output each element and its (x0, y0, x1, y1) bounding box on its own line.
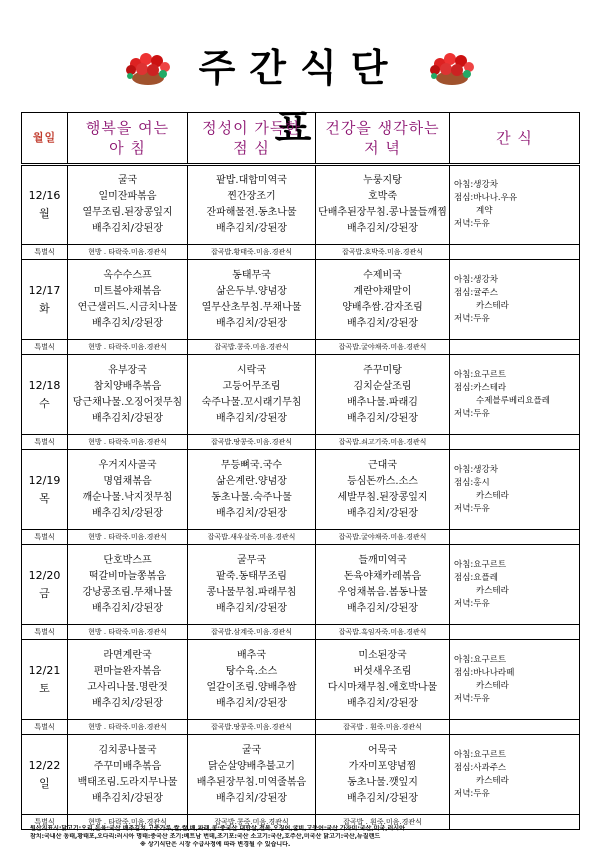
snack-cell (450, 735, 580, 815)
lunch-item: 배추김치/강된장 (216, 223, 287, 234)
dinner-item: 배추김치/강된장 (347, 412, 418, 424)
snack-item: 점심:바나나.우유 (454, 193, 518, 203)
lunch-cell (188, 450, 316, 530)
lunch-item: 배추김치/강된장 (216, 507, 287, 519)
snack-item: 아침:생강차 (454, 274, 498, 285)
breakfast-item: 배추김치/강된장 (92, 223, 163, 234)
special-item: 잡곡밥.삼계죽.미음.경관식 (188, 625, 316, 640)
special-item: 현방 . 타락죽.미음.경관식 (68, 245, 188, 260)
dinner-cell (316, 260, 450, 340)
snack-item: 저녁:두유 (454, 219, 490, 229)
lunch-item: 찐간장조기 (227, 191, 276, 202)
change-notice: ※ 상기식단은 시장 수급사정에 따라 변경될 수 있습니다. (140, 841, 291, 848)
day-cell (22, 260, 68, 340)
lunch-item: 배추김치/강된장 (216, 412, 287, 424)
breakfast-item: 배추김치/강된장 (92, 412, 163, 424)
breakfast-item: 고사리나물.명란젓 (87, 681, 168, 693)
special-item: 잡곡밥.콩죽.미음.경관식 (188, 815, 316, 830)
snack-item: 카스테라 (476, 775, 509, 786)
dinner-item: 배추김치/강된장 (347, 602, 418, 614)
weekly-menu-table (21, 112, 580, 830)
lunch-item: 시락국 (237, 364, 266, 376)
weekday-label: 수 (39, 396, 50, 410)
breakfast-item: 당근채나물.오징어젓무침 (72, 396, 183, 408)
weekday-label: 토 (39, 681, 50, 695)
snack-item: 점심:사과주스 (454, 762, 507, 773)
lunch-item: 팥죽.동태무조림 (216, 570, 287, 582)
weekday-label: 일 (39, 776, 50, 790)
snack-item: 아침:요구르트 (454, 654, 507, 665)
dinner-item: 배추김치/강된장 (347, 792, 418, 804)
breakfast-cell (68, 640, 188, 720)
special-item: 현방 . 타락죽.미음.경관식 (68, 435, 188, 450)
special-row (22, 625, 580, 640)
snack-item: 카스테라 (476, 585, 509, 596)
lunch-item: 탕수육.소스 (225, 665, 278, 677)
special-item: 현방 . 타락죽.미음.경관식 (68, 340, 188, 355)
dinner-item: 김치순살조림 (353, 380, 412, 392)
origin-note-2: 참치:국내산 동태,황태포,오다리:러시아 명태:중국산 조기:베트남 번데,조기포:국산 소고기:국산,호주산,미국산 닭고기:국산,뉴질랜드 (30, 833, 381, 840)
snack-item: 카스테라 (476, 680, 509, 691)
day-cell (22, 640, 68, 720)
breakfast-item: 강낭콩조림.무채나물 (82, 586, 173, 598)
special-item: 잡곡밥.땅콩죽.미음.경관식 (188, 435, 316, 450)
snack-item: 아침:요구르트 (454, 749, 507, 760)
dinner-item: 주꾸미탕 (363, 364, 402, 376)
date-label: 12/22 (28, 758, 61, 772)
lunch-item: 콩나물무침.파래무침 (206, 586, 297, 598)
special-item: 현방 . 타락죽.미음.경관식 (68, 815, 188, 830)
header-breakfast (68, 113, 188, 165)
snack-item: 저녁:두유 (454, 408, 490, 419)
special-empty (450, 435, 580, 450)
special-item: 잡곡밥.황태죽.미음.경관식 (188, 245, 316, 260)
lunch-item: 삶은두부.양념장 (216, 285, 287, 297)
special-item: 잡곡밥 . 흰죽.미음.경관식 (316, 720, 450, 735)
dinner-item: 들깨미역국 (358, 554, 407, 566)
snack-item: 카스테라 (476, 490, 509, 501)
special-item: 잡곡밥.쇠고기죽.미음.경관식 (316, 435, 450, 450)
special-label: 특별식 (22, 625, 68, 640)
special-empty (450, 625, 580, 640)
special-label: 특별식 (22, 815, 68, 830)
dinner-item: 호박죽 (368, 191, 397, 202)
breakfast-item: 참치양배추볶음 (93, 380, 162, 392)
breakfast-item: 배추김치/강된장 (92, 317, 163, 329)
breakfast-item: 깨순나물.낙지젓무침 (82, 491, 173, 503)
breakfast-cell (68, 735, 188, 815)
date-label: 12/19 (28, 473, 61, 487)
lunch-item: 배추국 (237, 649, 266, 661)
header-dinner-line1: 건강을 생각하는 (325, 119, 440, 137)
day-row (22, 545, 580, 625)
dinner-cell (316, 640, 450, 720)
dinner-cell (316, 450, 450, 530)
lunch-item: 숙주나물.꼬시래기무침 (201, 396, 302, 408)
breakfast-item: 유부장국 (108, 364, 147, 376)
header-lunch (188, 113, 316, 165)
lunch-item: 동태무국 (232, 269, 271, 281)
special-item: 잡곡밥.호박죽.미음.경관식 (316, 245, 450, 260)
flower-basket-icon (426, 48, 478, 86)
snack-item: 아침:요구르트 (454, 559, 507, 570)
breakfast-item: 편마늘완자볶음 (93, 665, 162, 677)
page-title: 주간식단표 (198, 45, 402, 150)
lunch-item: 배추된장무침.미역줄볶음 (196, 776, 307, 788)
snack-cell (450, 260, 580, 340)
breakfast-cell (68, 450, 188, 530)
special-empty (450, 720, 580, 735)
lunch-item: 굴국 (241, 744, 262, 756)
header-lunch-line1: 정성이 가득한 (202, 119, 301, 137)
dinner-cell (316, 165, 450, 245)
header-dinner (316, 113, 450, 165)
snack-item: 점심:카스테라 (454, 382, 507, 393)
dinner-item: 어묵국 (368, 744, 397, 756)
breakfast-item: 우거지사골국 (98, 459, 157, 471)
special-label: 특별식 (22, 530, 68, 545)
day-row (22, 260, 580, 340)
lunch-item: 고등어무조림 (222, 380, 281, 392)
lunch-cell (188, 735, 316, 815)
dinner-item: 배추김치/강된장 (347, 507, 418, 519)
header-breakfast-line2: 아 침 (109, 139, 146, 157)
snack-item: 점심:요플레 (454, 572, 498, 583)
special-item: 잡곡밥.콩죽.미음.경관식 (188, 340, 316, 355)
day-cell (22, 165, 68, 245)
lunch-cell (188, 355, 316, 435)
special-empty (450, 245, 580, 260)
snack-item: 저녁:두유 (454, 503, 490, 514)
date-label: 12/17 (28, 283, 61, 297)
header-dinner-line2: 저 녁 (364, 139, 401, 157)
snack-item: 카스테라 (476, 300, 509, 311)
snack-item: 계약 (476, 206, 493, 216)
breakfast-cell (68, 165, 188, 245)
dinner-item: 세발무침.된장콩잎지 (337, 491, 428, 503)
dinner-item: 다시마채무침.애호박나물 (327, 681, 438, 693)
day-cell (22, 355, 68, 435)
breakfast-item: 백태조림.도라지무나물 (77, 776, 178, 788)
date-label: 12/20 (28, 568, 61, 582)
dinner-item: 등심돈까스.소스 (347, 475, 418, 487)
snack-cell (450, 165, 580, 245)
snack-item: 아침:요구르트 (454, 369, 507, 380)
date-label: 12/18 (28, 378, 61, 392)
breakfast-item: 라면계란국 (103, 649, 152, 661)
snack-item: 수제블루베리요플레 (476, 395, 550, 406)
date-label: 12/21 (28, 663, 61, 677)
lunch-cell (188, 640, 316, 720)
snack-item: 저녁:두유 (454, 598, 490, 609)
lunch-item: 무등뼈국.국수 (220, 459, 283, 471)
lunch-item: 배추김치/강된장 (216, 697, 287, 709)
breakfast-item: 배추김치/강된장 (92, 792, 163, 804)
snack-cell (450, 545, 580, 625)
breakfast-cell (68, 355, 188, 435)
day-row (22, 450, 580, 530)
dinner-item: 돈육야채카레볶음 (343, 570, 422, 582)
breakfast-cell (68, 260, 188, 340)
dinner-item: 동초나물.깻잎지 (347, 776, 418, 788)
lunch-cell (188, 545, 316, 625)
lunch-item: 배추김치/강된장 (216, 317, 287, 329)
day-row (22, 355, 580, 435)
special-item: 현방 . 타락죽.미음.경관식 (68, 530, 188, 545)
lunch-item: 얼갈이조림.양배추쌈 (206, 681, 297, 693)
special-row (22, 530, 580, 545)
special-label: 특별식 (22, 340, 68, 355)
weekday-label: 목 (39, 491, 50, 505)
breakfast-cell (68, 545, 188, 625)
day-cell (22, 545, 68, 625)
special-item: 잡곡밥.굴야채죽.미음.경관식 (316, 340, 450, 355)
dinner-item: 배추나물.파래김 (347, 396, 418, 408)
snack-cell (450, 355, 580, 435)
header-lunch-line2: 점 심 (233, 139, 270, 157)
breakfast-item: 배추김치/강된장 (92, 697, 163, 709)
dinner-item: 배추김치/강된장 (347, 697, 418, 709)
special-empty (450, 530, 580, 545)
dinner-item: 배추김치/강된장 (347, 223, 418, 234)
special-label: 특별식 (22, 720, 68, 735)
breakfast-item: 단호박스프 (103, 554, 152, 566)
origin-note-1: 원산지표시:닭고기:오리,돈육:국산 배추김치,고춧가루,쌀,쌀,배,파래,콩:중국산 대합살,전복,오징어,굴비,고등어:국산 가자미:국산,미국,러시아 (30, 825, 405, 832)
special-label: 특별식 (22, 245, 68, 260)
lunch-item: 삶은계란.양념장 (216, 475, 287, 487)
snack-item: 아침:생강차 (454, 464, 498, 475)
day-cell (22, 450, 68, 530)
breakfast-item: 배추김치/강된장 (92, 507, 163, 519)
special-item: 잡곡밥.굴야채죽.미음.경관식 (316, 530, 450, 545)
flower-basket-icon (122, 48, 174, 86)
weekday-label: 화 (39, 301, 50, 315)
lunch-item: 동초나물.숙주나물 (211, 491, 292, 503)
weekday-label: 월 (39, 207, 50, 220)
lunch-item: 열무산초무침.무채나물 (201, 301, 302, 313)
special-item: 잡곡밥 . 흰죽.미음.경관식 (316, 815, 450, 830)
day-row (22, 735, 580, 815)
breakfast-item: 김치콩나물국 (98, 744, 157, 756)
snack-cell (450, 640, 580, 720)
special-item: 잡곡밥.땅콩죽.미음.경관식 (188, 720, 316, 735)
dinner-cell (316, 545, 450, 625)
breakfast-item: 배추김치/강된장 (92, 602, 163, 614)
dinner-item: 양배추쌈.감자조림 (342, 301, 423, 313)
snack-item: 점심:바나나라떼 (454, 667, 515, 678)
dinner-item: 가자미포양념찜 (348, 760, 417, 772)
snack-item: 아침:생강차 (454, 180, 498, 190)
header-row (22, 113, 580, 165)
breakfast-item: 열무조림.된장콩잎지 (82, 207, 173, 218)
snack-item: 점심:귤주스 (454, 287, 498, 298)
breakfast-item: 명엽채볶음 (103, 475, 152, 487)
special-item: 현방 . 타락죽.미음.경관식 (68, 625, 188, 640)
day-row (22, 640, 580, 720)
breakfast-item: 미트볼야채볶음 (93, 285, 162, 297)
snack-item: 저녁:두유 (454, 693, 490, 704)
lunch-item: 굴무국 (237, 554, 266, 566)
weekday-label: 금 (39, 586, 50, 600)
date-label: 12/16 (28, 189, 61, 202)
dinner-item: 배추김치/강된장 (347, 317, 418, 329)
snack-item: 저녁:두유 (454, 788, 490, 799)
lunch-item: 배추김치/강된장 (216, 602, 287, 614)
lunch-item: 배추김치/강된장 (216, 792, 287, 804)
special-row (22, 435, 580, 450)
special-row (22, 245, 580, 260)
lunch-cell (188, 260, 316, 340)
dinner-item: 미소된장국 (358, 649, 407, 661)
snack-item: 저녁:두유 (454, 313, 490, 324)
special-row (22, 340, 580, 355)
day-row (22, 165, 580, 245)
dinner-item: 근대국 (368, 459, 397, 471)
footer-notes (30, 825, 575, 849)
snack-item: 점심:홍시 (454, 477, 490, 488)
breakfast-item: 주꾸미배추볶음 (93, 760, 162, 772)
lunch-item: 잔파해물전.동초나물 (206, 207, 297, 218)
dinner-item: 단배추된장무침.콩나물들깨찜 (318, 207, 447, 218)
dinner-item: 계란야채말이 (353, 285, 412, 297)
special-item: 현방 . 타락죽.미음.경관식 (68, 720, 188, 735)
breakfast-item: 굴국 (117, 175, 138, 186)
special-item: 잡곡밥.새우살죽.미음.경관식 (188, 530, 316, 545)
dinner-cell (316, 735, 450, 815)
dinner-item: 수제비국 (363, 269, 402, 281)
header-breakfast-line1: 행복을 여는 (85, 119, 170, 137)
breakfast-item: 연근샐러드.시금치나물 (77, 301, 178, 313)
header-day: 월일 (22, 113, 68, 165)
dinner-item: 누룽지탕 (363, 175, 402, 186)
special-row (22, 720, 580, 735)
special-item: 잡곡밥.흑임자죽.미음.경관식 (316, 625, 450, 640)
dinner-item: 버섯새우조림 (353, 665, 412, 677)
day-cell (22, 735, 68, 815)
lunch-cell (188, 165, 316, 245)
special-empty (450, 340, 580, 355)
dinner-cell (316, 355, 450, 435)
special-label: 특별식 (22, 435, 68, 450)
breakfast-item: 떡갈비마늘쫑볶음 (88, 570, 167, 582)
header-snack: 간 식 (450, 113, 580, 165)
dinner-item: 우엉채볶음.봄동나물 (337, 586, 428, 598)
lunch-item: 닭순살양배추불고기 (208, 760, 295, 772)
breakfast-item: 옥수수스프 (103, 269, 152, 281)
lunch-item: 팥밥.대합미역국 (216, 175, 287, 186)
snack-cell (450, 450, 580, 530)
breakfast-item: 일미잔파볶음 (98, 191, 157, 202)
